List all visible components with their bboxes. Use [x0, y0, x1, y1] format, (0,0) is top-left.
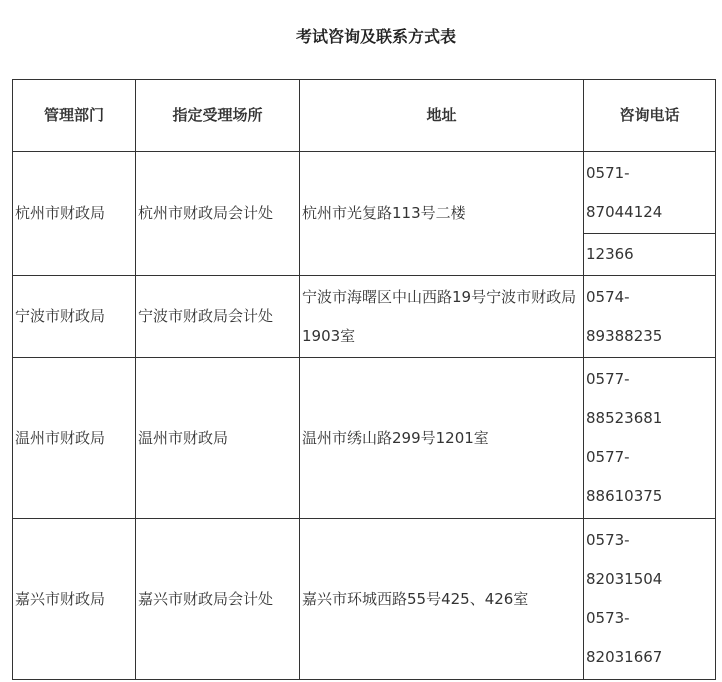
phone-line: 82031667 [586, 648, 663, 666]
phone-line: 0574- [586, 287, 630, 306]
phone-line: 88610375 [586, 487, 663, 505]
header-dept: 管理部门 [13, 80, 136, 152]
phone-cell [584, 152, 716, 234]
phone-cell [584, 519, 716, 680]
phone-line: 82031504 [586, 570, 663, 588]
table-row [13, 358, 716, 519]
phone-line: 89388235 [586, 326, 663, 345]
phone-cell [584, 234, 716, 276]
address-cell: 嘉兴市环城西路55号425、426室 [300, 519, 584, 680]
place-cell: 杭州市财政局会计处 [136, 152, 300, 276]
table-header-row [13, 80, 716, 152]
table-row [13, 152, 716, 234]
phone-cell [584, 358, 716, 519]
dept-cell: 宁波市财政局 [13, 276, 136, 358]
header-phone: 咨询电话 [584, 80, 716, 152]
place-cell: 宁波市财政局会计处 [136, 276, 300, 358]
phone-line: 12366 [586, 245, 634, 263]
table-row [13, 519, 716, 680]
phone-line: 87044124 [586, 202, 663, 221]
phone-line: 0573- [586, 531, 630, 549]
table-row [13, 276, 716, 358]
phone-line: 0573- [586, 609, 630, 627]
address-cell: 温州市绣山路299号1201室 [300, 358, 584, 519]
address-cell: 宁波市海曙区中山西路19号宁波市财政局1903室 [300, 276, 584, 358]
place-cell: 嘉兴市财政局会计处 [136, 519, 300, 680]
phone-line: 0571- [586, 163, 630, 182]
page-title: 考试咨询及联系方式表 [295, 27, 456, 46]
phone-line: 0577- [586, 370, 630, 388]
header-address: 地址 [300, 80, 584, 152]
dept-cell: 杭州市财政局 [13, 152, 136, 276]
phone-line: 0577- [586, 448, 630, 466]
address-cell: 杭州市光复路113号二楼 [300, 152, 584, 276]
place-cell: 温州市财政局 [136, 358, 300, 519]
phone-line: 88523681 [586, 409, 663, 427]
dept-cell: 温州市财政局 [13, 358, 136, 519]
dept-cell: 嘉兴市财政局 [13, 519, 136, 680]
phone-cell [584, 276, 716, 358]
contact-table [12, 79, 716, 680]
header-place: 指定受理场所 [136, 80, 300, 152]
